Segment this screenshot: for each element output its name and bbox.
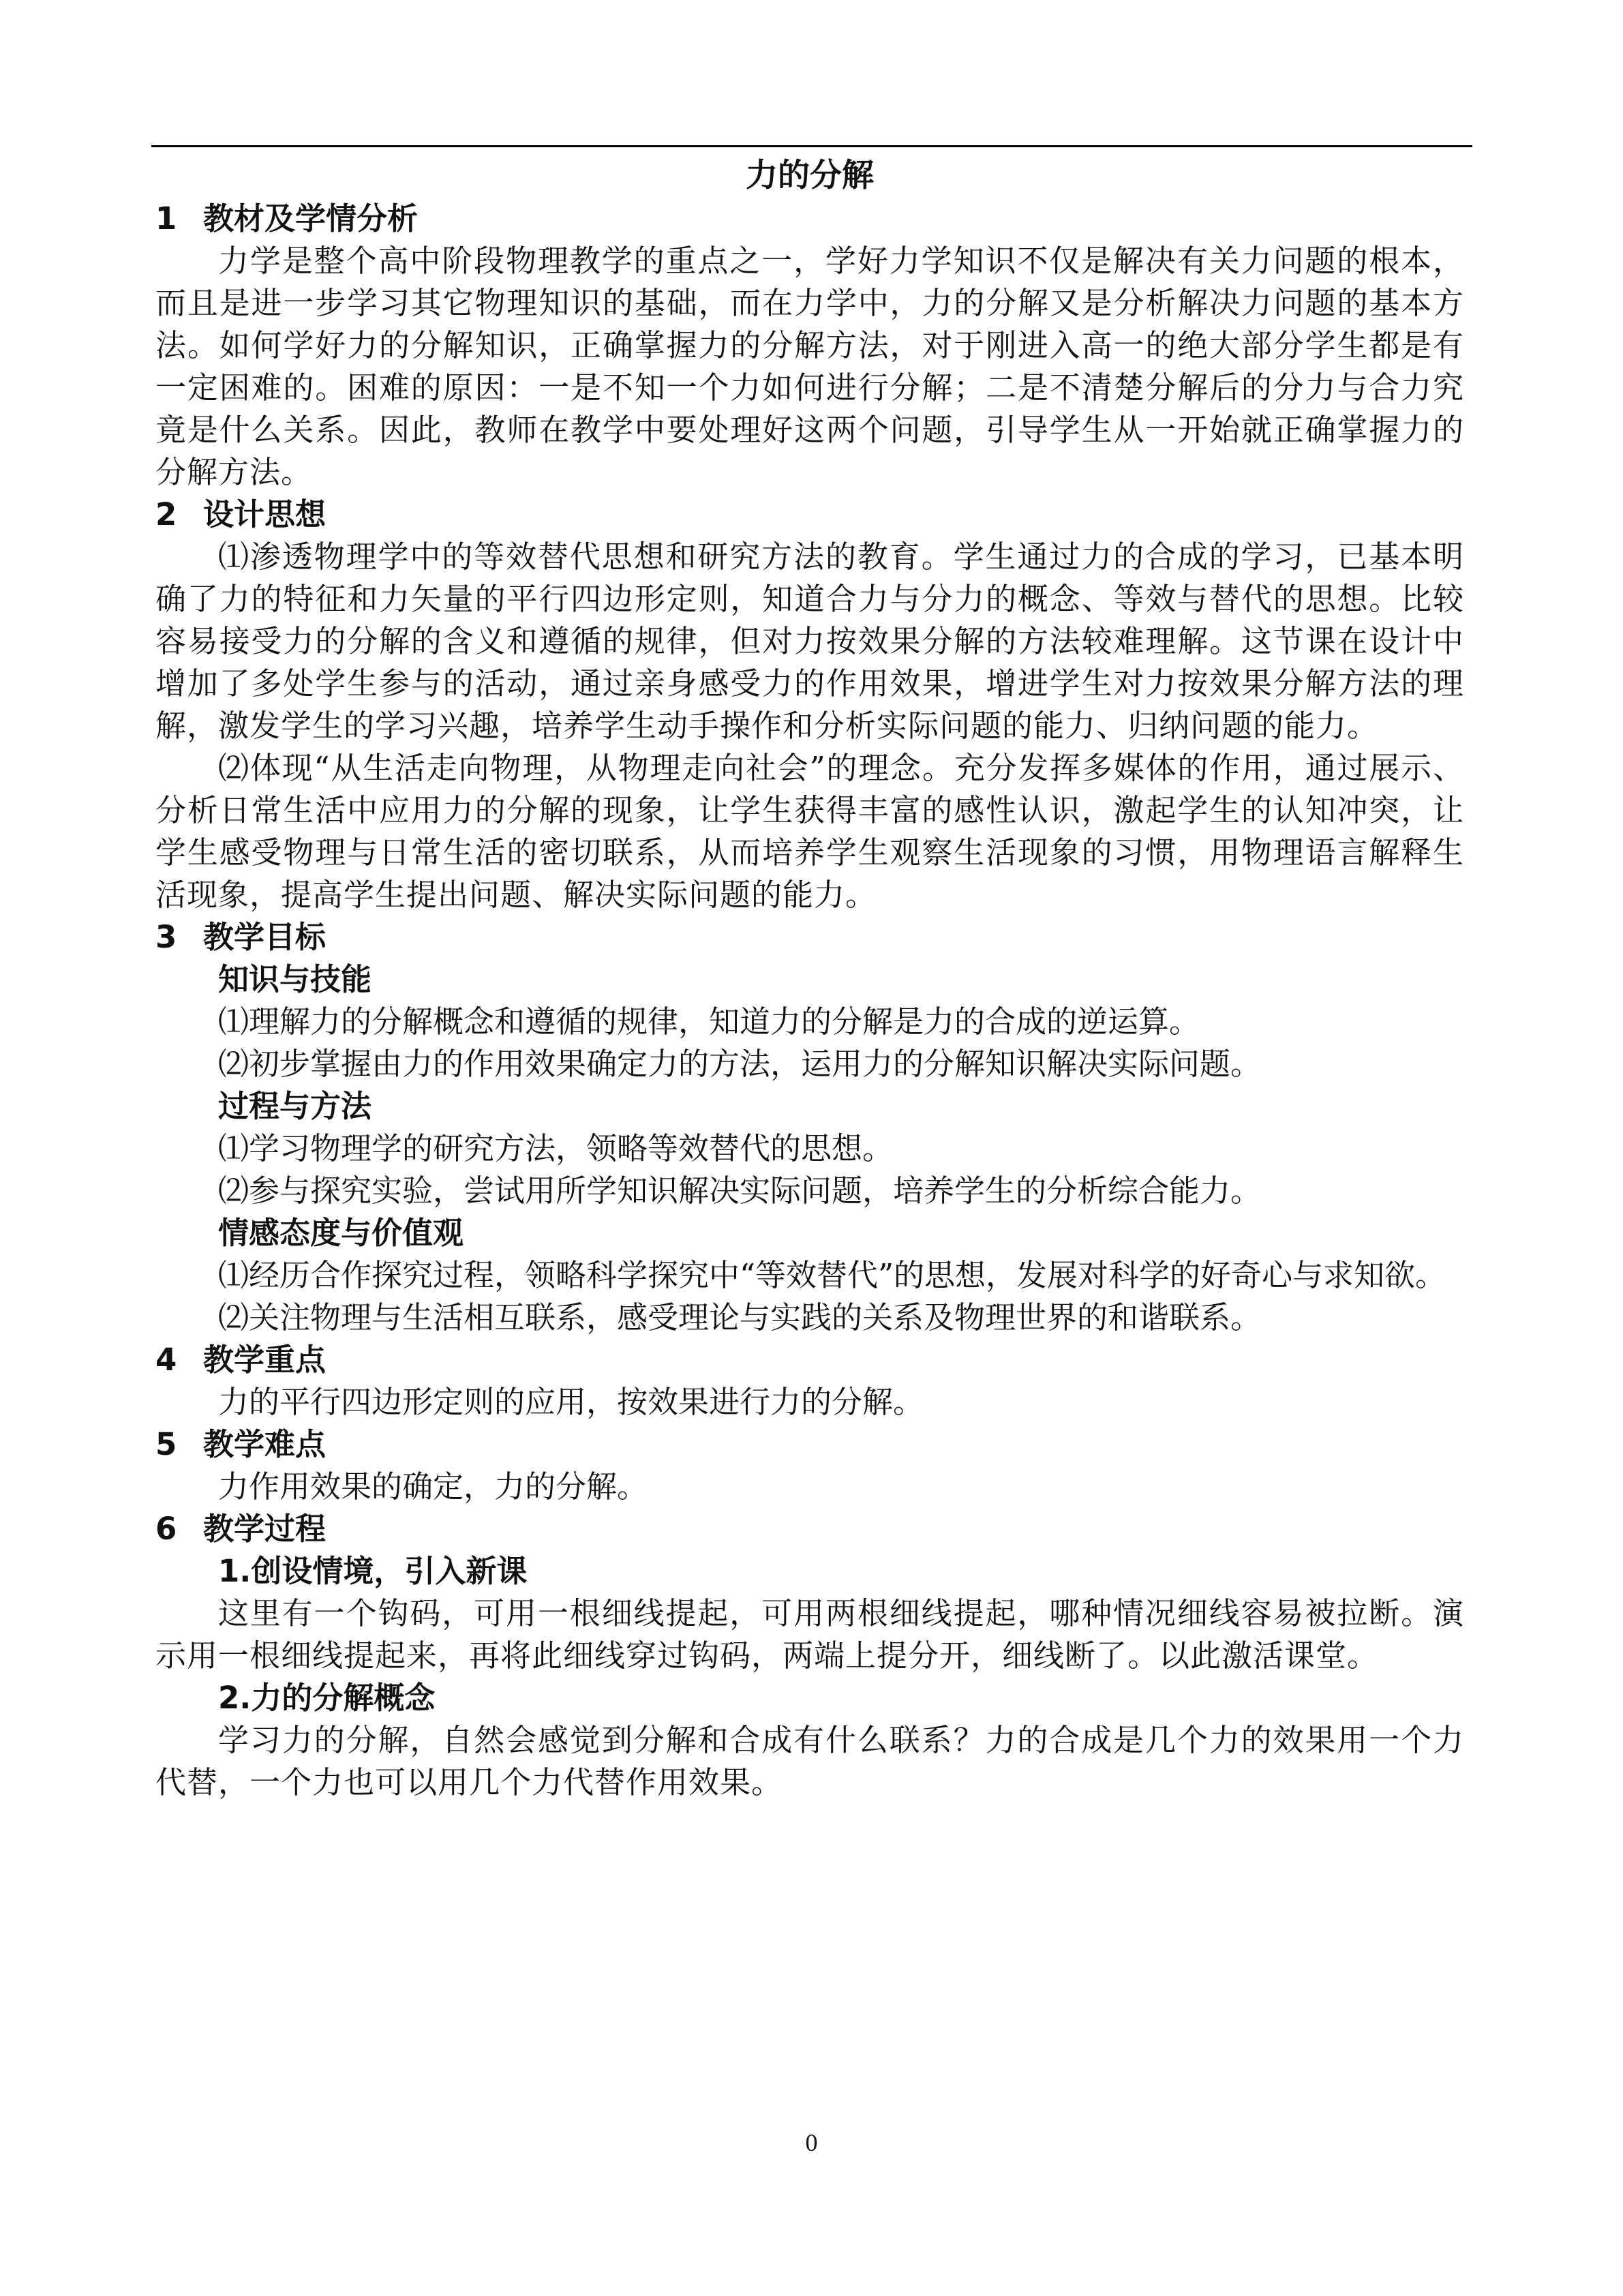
section-5-paragraph: 力作用效果的确定，力的分解。 — [218, 1468, 648, 1505]
subheading-create-scenario: 1.创设情境，引入新课 — [218, 1553, 528, 1589]
section-heading-1: 1 教材及学情分析 — [155, 200, 419, 237]
subheading-attitudes-values: 情感态度与价值观 — [218, 1215, 464, 1251]
section-6-paragraph-1: 这里有一个钩码，可用一根细线提起，可用两根细线提起，哪种情况细线容易被拉断。演示用一根细线提起来，再将此细线穿过钩码，两端上提分开，细线断了。以此激活课堂。 — [155, 1595, 1464, 1674]
section-heading-3: 3 教学目标 — [155, 919, 327, 955]
subheading-knowledge-skills: 知识与技能 — [218, 961, 372, 997]
objective-item: ⑵参与探究实验，尝试用所学知识解决实际问题，培养学生的分析综合能力。 — [218, 1173, 1262, 1209]
section-2-paragraph-2: ⑵体现“从生活走向物理，从物理走向社会”的理念。充分发挥多媒体的作用，通过展示、分析日常生活中应用力的分解的现象，让学生获得丰富的感性认识，激起学生的认知冲突，让学生感受物理与日常生活的密切联系，从而培养学生观察生活现象的习惯，用物理语言解释生活现象，提高学生提出问题、解决实际问题的能力。 — [155, 750, 1464, 913]
objective-item: ⑵关注物理与生活相互联系，感受理论与实践的关系及物理世界的和谐联系。 — [218, 1299, 1262, 1335]
section-2-paragraph-1: ⑴渗透物理学中的等效替代思想和研究方法的教育。学生通过力的合成的学习，已基本明确了力的特征和力矢量的平行四边形定则，知道合力与分力的概念、等效与替代的思想。比较容易接受力的分解的含义和遵循的规律，但对力按效果分解的方法较难理解。这节课在设计中增加了多处学生参与的活动，通过亲身感受力的作用效果，增进学生对力按效果分解方法的理解，激发学生的学习兴趣，培养学生动手操作和分析实际问题的能力、归纳问题的能力。 — [155, 539, 1464, 744]
section-4-paragraph: 力的平行四边形定则的应用，按效果进行力的分解。 — [218, 1384, 924, 1420]
objective-item: ⑵初步掌握由力的作用效果确定力的方法，运用力的分解知识解决实际问题。 — [218, 1046, 1262, 1082]
objective-item: ⑴学习物理学的研究方法，领略等效替代的思想。 — [218, 1130, 894, 1166]
section-heading-6: 6 教学过程 — [155, 1511, 327, 1547]
objective-item: ⑴理解力的分解概念和遵循的规律，知道力的分解是力的合成的逆运算。 — [218, 1003, 1200, 1040]
section-1-paragraph: 力学是整个高中阶段物理教学的重点之一，学好力学知识不仅是解决有关力问题的根本，而且是进一步学习其它物理知识的基础，而在力学中，力的分解又是分析解决力问题的基本方法。如何学好力的分解知识，正确掌握力的分解方法，对于刚进入高一的绝大部分学生都是有一定困难的。困难的原因：一是不知一个力如何进行分解；二是不清楚分解后的分力与合力究竟是什么关系。因此，教师在教学中要处理好这两个问题，引导学生从一开始就正确掌握力的分解方法。 — [155, 243, 1464, 490]
section-6-paragraph-2: 学习力的分解，自然会感觉到分解和合成有什么联系？力的合成是几个力的效果用一个力代替，一个力也可以用几个力代替作用效果。 — [155, 1722, 1464, 1800]
section-heading-4: 4 教学重点 — [155, 1342, 327, 1378]
page-number: 0 — [805, 2129, 818, 2156]
page-title: 力的分解 — [746, 157, 874, 194]
document-body — [155, 154, 1464, 1804]
section-heading-2: 2 设计思想 — [155, 496, 327, 532]
header-rule — [151, 145, 1472, 147]
subheading-process-methods: 过程与方法 — [218, 1088, 372, 1124]
objective-item: ⑴经历合作探究过程，领略科学探究中“等效替代”的思想，发展对科学的好奇心与求知欲。 — [218, 1257, 1446, 1293]
section-heading-5: 5 教学难点 — [155, 1426, 327, 1462]
subheading-decomposition-concept: 2.力的分解概念 — [218, 1680, 436, 1716]
